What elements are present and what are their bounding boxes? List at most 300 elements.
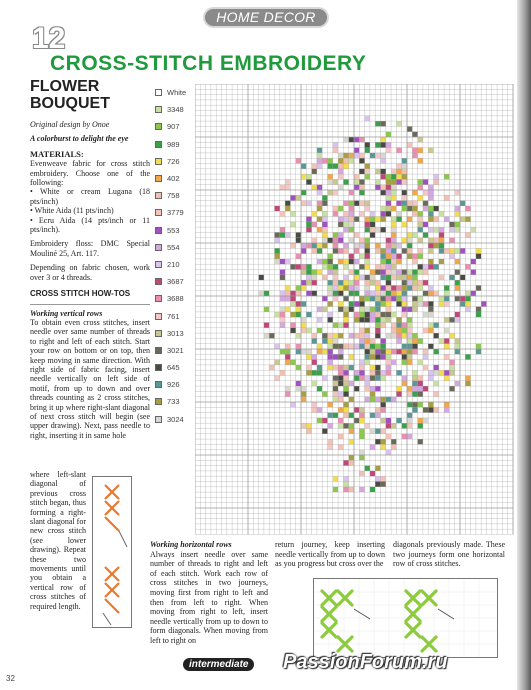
chart-stitch	[476, 248, 481, 253]
chart-stitch	[375, 429, 380, 434]
chart-stitch	[381, 301, 386, 306]
chart-stitch	[370, 429, 375, 434]
chart-stitch	[365, 169, 370, 174]
chart-stitch	[338, 169, 343, 174]
chart-stitch	[338, 285, 343, 290]
chart-stitch	[328, 349, 333, 354]
chart-stitch	[460, 275, 465, 280]
chart-stitch	[370, 270, 375, 275]
chart-stitch	[312, 248, 317, 253]
chart-stitch	[280, 312, 285, 317]
chart-stitch	[365, 174, 370, 179]
chart-stitch	[396, 333, 401, 338]
chart-stitch	[306, 222, 311, 227]
legend-label: 3688	[167, 294, 184, 304]
chart-stitch	[423, 301, 428, 306]
chart-stitch	[354, 418, 359, 423]
chart-stitch	[343, 153, 348, 158]
chart-stitch	[418, 376, 423, 381]
chart-stitch	[412, 381, 417, 386]
chart-stitch	[333, 333, 338, 338]
chart-stitch	[396, 174, 401, 179]
chart-stitch	[365, 381, 370, 386]
chart-stitch	[306, 201, 311, 206]
chart-stitch	[359, 370, 364, 375]
chart-stitch	[444, 338, 449, 343]
chart-stitch	[306, 280, 311, 285]
chart-stitch	[428, 259, 433, 264]
chart-stitch	[418, 402, 423, 407]
chart-stitch	[328, 270, 333, 275]
chart-stitch	[338, 381, 343, 386]
chart-stitch	[428, 238, 433, 243]
chart-stitch	[418, 238, 423, 243]
chart-stitches	[259, 116, 487, 492]
chart-stitch	[328, 285, 333, 290]
chart-stitch	[444, 376, 449, 381]
chart-stitch	[423, 206, 428, 211]
chart-stitch	[333, 376, 338, 381]
horizontal-stitch-drawing	[314, 579, 497, 657]
chart-stitch	[333, 296, 338, 301]
chart-stitch	[386, 434, 391, 439]
chart-stitch	[333, 397, 338, 402]
chart-stitch	[275, 344, 280, 349]
chart-stitch	[375, 344, 380, 349]
chart-stitch	[343, 179, 348, 184]
chart-stitch	[338, 349, 343, 354]
chart-stitch	[328, 254, 333, 259]
chart-stitch	[349, 158, 354, 163]
chart-stitch	[402, 174, 407, 179]
chart-stitch	[381, 312, 386, 317]
chart-stitch	[349, 137, 354, 142]
chart-stitch	[449, 360, 454, 365]
chart-stitch	[333, 270, 338, 275]
chart-stitch	[285, 391, 290, 396]
chart-stitch	[402, 238, 407, 243]
chart-stitch	[402, 275, 407, 280]
chart-stitch	[365, 264, 370, 269]
chart-stitch	[396, 317, 401, 322]
chart-stitch	[386, 238, 391, 243]
chart-stitch	[349, 254, 354, 259]
chart-stitch	[396, 391, 401, 396]
chart-stitch	[386, 254, 391, 259]
chart-stitch	[328, 280, 333, 285]
chart-stitch	[333, 206, 338, 211]
chart-stitch	[343, 460, 348, 465]
chart-stitch	[386, 185, 391, 190]
chart-stitch	[365, 328, 370, 333]
chart-stitch	[375, 328, 380, 333]
chart-stitch	[365, 222, 370, 227]
chart-stitch	[428, 217, 433, 222]
chart-stitch	[359, 365, 364, 370]
chart-stitch	[402, 376, 407, 381]
chart-stitch	[328, 179, 333, 184]
fabric-option-2: • White Aida (11 pts/inch)	[30, 206, 114, 216]
chart-stitch	[375, 386, 380, 391]
chart-stitch	[391, 232, 396, 237]
article-title-line-2: BOUQUET	[30, 95, 110, 112]
threads-text: Depending on fabric chosen, work over 3 or 4 threads.	[30, 263, 150, 282]
chart-stitch	[328, 312, 333, 317]
chart-stitch	[349, 190, 354, 195]
chart-stitch	[396, 243, 401, 248]
chart-stitch	[423, 407, 428, 412]
chart-stitch	[402, 328, 407, 333]
chart-stitch	[280, 232, 285, 237]
chart-stitch	[381, 264, 386, 269]
chart-stitch	[338, 418, 343, 423]
chart-stitch	[402, 296, 407, 301]
chart-stitch	[370, 275, 375, 280]
chart-stitch	[423, 354, 428, 359]
chart-stitch	[423, 386, 428, 391]
chart-stitch	[412, 285, 417, 290]
chart-stitch	[439, 370, 444, 375]
chart-stitch	[338, 407, 343, 412]
chart-stitch	[343, 312, 348, 317]
horizontal-rows-column-3	[393, 540, 505, 569]
vertical-rows-continued	[30, 470, 150, 611]
chart-stitch	[381, 354, 386, 359]
chart-stitch	[418, 264, 423, 269]
chart-stitch	[333, 285, 338, 290]
chart-stitch	[322, 418, 327, 423]
vertical-rows-text: To obtain even cross stitches, insert needle over same number of threads to right and left of each stitch. Start your row on bottom or on top, then keep moving in same direction. With right side of fabric facing, insert needle vertically on left side of motif, from up to down and over threads counting as 2 cross stitches, bring it up where right-slant diagonal of next cross stitch will begin (see upper drawing). Next, pass needle to right, inserting it in same hole	[30, 317, 150, 440]
chart-stitch	[386, 259, 391, 264]
chart-stitch	[349, 217, 354, 222]
chart-stitch	[391, 285, 396, 290]
chart-stitch	[354, 333, 359, 338]
chart-stitch	[290, 264, 295, 269]
chart-stitch	[434, 174, 439, 179]
chart-stitch	[402, 349, 407, 354]
chart-stitch	[365, 317, 370, 322]
chart-stitch	[391, 169, 396, 174]
chart-stitch	[412, 206, 417, 211]
chart-stitch	[407, 142, 412, 147]
chart-stitch	[333, 243, 338, 248]
chart-stitch	[349, 365, 354, 370]
chart-stitch	[370, 487, 375, 492]
chart-stitch	[306, 328, 311, 333]
chart-stitch	[407, 248, 412, 253]
legend-label: 3021	[167, 345, 184, 355]
chart-stitch	[290, 360, 295, 365]
chart-stitch	[391, 254, 396, 259]
chart-stitch	[396, 338, 401, 343]
chart-stitch	[306, 275, 311, 280]
chart-stitch	[465, 264, 470, 269]
chart-stitch	[343, 211, 348, 216]
chart-stitch	[365, 360, 370, 365]
chart-stitch	[381, 217, 386, 222]
chart-stitch	[349, 333, 354, 338]
chart-stitch	[328, 365, 333, 370]
legend-label: 553	[167, 225, 180, 235]
chart-stitch	[333, 391, 338, 396]
chart-stitch	[471, 227, 476, 232]
chart-stitch	[349, 354, 354, 359]
chart-stitch	[386, 418, 391, 423]
chart-stitch	[375, 264, 380, 269]
chart-stitch	[328, 317, 333, 322]
chart-stitch	[333, 275, 338, 280]
chart-stitch	[455, 312, 460, 317]
chart-stitch	[434, 407, 439, 412]
chart-stitch	[343, 376, 348, 381]
chart-stitch	[412, 232, 417, 237]
chart-stitch	[306, 217, 311, 222]
chart-stitch	[402, 169, 407, 174]
chart-stitch	[375, 285, 380, 290]
chart-stitch	[343, 285, 348, 290]
chart-stitch	[264, 291, 269, 296]
chart-stitch	[290, 402, 295, 407]
legend-swatch	[155, 381, 162, 388]
chart-stitch	[317, 386, 322, 391]
chart-stitch	[439, 227, 444, 232]
chart-stitch	[375, 466, 380, 471]
chart-stitch	[381, 211, 386, 216]
chart-stitch	[343, 476, 348, 481]
chart-stitch	[386, 264, 391, 269]
chart-stitch	[312, 280, 317, 285]
chart-stitch	[402, 307, 407, 312]
chart-stitch	[296, 285, 301, 290]
chart-stitch	[407, 386, 412, 391]
chart-stitch	[343, 164, 348, 169]
chart-stitch	[381, 397, 386, 402]
chart-stitch	[375, 248, 380, 253]
legend-swatch	[155, 330, 162, 337]
chart-stitch	[343, 158, 348, 163]
chart-stitch	[455, 285, 460, 290]
chart-stitch	[428, 407, 433, 412]
chart-stitch	[328, 338, 333, 343]
chart-stitch	[280, 259, 285, 264]
chart-stitch	[402, 179, 407, 184]
chart-stitch	[402, 360, 407, 365]
chart-stitch	[365, 206, 370, 211]
chart-stitch	[428, 312, 433, 317]
chart-stitch	[312, 407, 317, 412]
chart-stitch	[359, 190, 364, 195]
chart-stitch	[428, 301, 433, 306]
instructions-column	[30, 78, 150, 440]
chart-stitch	[322, 349, 327, 354]
chart-stitch	[381, 482, 386, 487]
chart-stitch	[359, 238, 364, 243]
chart-stitch	[359, 450, 364, 455]
chart-stitch	[418, 185, 423, 190]
chart-stitch	[444, 370, 449, 375]
chart-stitch	[375, 370, 380, 375]
chart-stitch	[423, 328, 428, 333]
chart-stitch	[412, 201, 417, 206]
chart-stitch	[365, 259, 370, 264]
chart-stitch	[354, 370, 359, 375]
chart-stitch	[338, 206, 343, 211]
chart-stitch	[322, 232, 327, 237]
chart-stitch	[349, 429, 354, 434]
chart-stitch	[312, 402, 317, 407]
chart-stitch	[359, 317, 364, 322]
chart-stitch	[465, 296, 470, 301]
chart-stitch	[412, 259, 417, 264]
chart-stitch	[412, 148, 417, 153]
chart-stitch	[434, 333, 439, 338]
chart-stitch	[306, 312, 311, 317]
chart-stitch	[290, 243, 295, 248]
chart-stitch	[338, 158, 343, 163]
chart-stitch	[301, 423, 306, 428]
horizontal-rows-text: Always insert needle over same number of threads to right and left of each stitch. Work each row of cross stitches in two journeys, moving first from right to left and then from left to right. When moving from right to left, insert needle vertically from up to down to form diagonals. When moving from left to right on	[150, 549, 268, 645]
chart-stitch	[280, 270, 285, 275]
chart-stitch	[423, 365, 428, 370]
chart-stitch	[333, 248, 338, 253]
chart-stitch	[333, 164, 338, 169]
chart-stitch	[412, 407, 417, 412]
chart-stitch	[407, 285, 412, 290]
chart-stitch	[391, 312, 396, 317]
chart-stitch	[312, 222, 317, 227]
chart-stitch	[455, 270, 460, 275]
chart-stitch	[343, 344, 348, 349]
chart-stitch	[285, 386, 290, 391]
chart-stitch	[391, 328, 396, 333]
chart-stitch	[328, 174, 333, 179]
chart-stitch	[370, 217, 375, 222]
chart-stitch	[354, 148, 359, 153]
chart-stitch	[412, 338, 417, 343]
chart-stitch	[375, 243, 380, 248]
chart-stitch	[285, 291, 290, 296]
chart-stitch	[381, 248, 386, 253]
chart-stitch	[391, 264, 396, 269]
chart-stitch	[407, 338, 412, 343]
chart-stitch	[365, 275, 370, 280]
chart-stitch	[386, 174, 391, 179]
chart-stitch	[328, 423, 333, 428]
chart-stitch	[402, 333, 407, 338]
chart-stitch	[386, 195, 391, 200]
chart-stitch	[275, 254, 280, 259]
chart-stitch	[412, 349, 417, 354]
chart-stitch	[391, 360, 396, 365]
chart-stitch	[264, 307, 269, 312]
chart-stitch	[359, 413, 364, 418]
chart-stitch	[391, 248, 396, 253]
legend-swatch	[155, 89, 162, 96]
chart-stitch	[412, 254, 417, 259]
chart-stitch	[359, 296, 364, 301]
chart-stitch	[354, 201, 359, 206]
chart-stitch	[317, 259, 322, 264]
cross-stitch-chart	[195, 84, 514, 536]
chart-stitch	[444, 291, 449, 296]
chart-stitch	[365, 217, 370, 222]
chart-stitch	[375, 185, 380, 190]
chart-stitch	[428, 344, 433, 349]
chart-stitch	[312, 333, 317, 338]
chart-stitch	[343, 365, 348, 370]
chart-stitch	[381, 370, 386, 375]
chart-stitch	[338, 185, 343, 190]
chart-stitch	[449, 275, 454, 280]
chart-stitch	[359, 312, 364, 317]
chart-stitch	[354, 280, 359, 285]
chart-stitch	[343, 482, 348, 487]
chart-stitch	[349, 270, 354, 275]
chart-stitch	[354, 179, 359, 184]
chart-stitch	[375, 296, 380, 301]
chart-stitch	[343, 323, 348, 328]
chart-stitch	[439, 275, 444, 280]
vertical-rows-text-2: where left-slant diagonal of previous cross stitch began, thus forming a right-slant diagonal for new cross stitch (see lower drawing). Repeat these two movements until you obtain a vertical row of cross stitches of required length.	[30, 470, 86, 611]
chart-stitch	[428, 376, 433, 381]
chart-stitch	[455, 317, 460, 322]
chart-stitch	[333, 179, 338, 184]
chart-stitch	[365, 333, 370, 338]
chart-stitch	[343, 307, 348, 312]
chart-stitch	[428, 248, 433, 253]
chart-stitch	[349, 153, 354, 158]
chart-stitch	[365, 349, 370, 354]
chart-stitch	[407, 232, 412, 237]
chart-stitch	[359, 328, 364, 333]
chart-stitch	[381, 476, 386, 481]
legend-swatch	[155, 123, 162, 130]
chart-stitch	[423, 201, 428, 206]
howto-heading: CROSS STITCH HOW-TOS	[30, 289, 131, 299]
chart-stitch	[301, 301, 306, 306]
chart-stitch	[434, 365, 439, 370]
chart-stitch	[455, 211, 460, 216]
chart-stitch	[434, 243, 439, 248]
chart-stitch	[280, 349, 285, 354]
chart-stitch	[306, 429, 311, 434]
chart-stitch	[359, 434, 364, 439]
chart-stitch	[322, 201, 327, 206]
chart-stitch	[444, 301, 449, 306]
chart-stitch	[317, 164, 322, 169]
chart-stitch	[386, 291, 391, 296]
chart-stitch	[370, 312, 375, 317]
chart-stitch	[338, 174, 343, 179]
chart-stitch	[328, 402, 333, 407]
chart-stitch	[285, 354, 290, 359]
chart-stitch	[333, 365, 338, 370]
chart-stitch	[354, 291, 359, 296]
chart-stitch	[290, 323, 295, 328]
chart-stitch	[322, 275, 327, 280]
chart-stitch	[460, 248, 465, 253]
chart-stitch	[375, 413, 380, 418]
chart-stitch	[418, 296, 423, 301]
chart-stitch	[359, 471, 364, 476]
chart-stitch	[338, 344, 343, 349]
chart-stitch	[306, 270, 311, 275]
chart-stitch	[317, 201, 322, 206]
chart-stitch	[317, 206, 322, 211]
chart-stitch	[312, 169, 317, 174]
chart-stitch	[465, 307, 470, 312]
chart-stitch	[338, 365, 343, 370]
